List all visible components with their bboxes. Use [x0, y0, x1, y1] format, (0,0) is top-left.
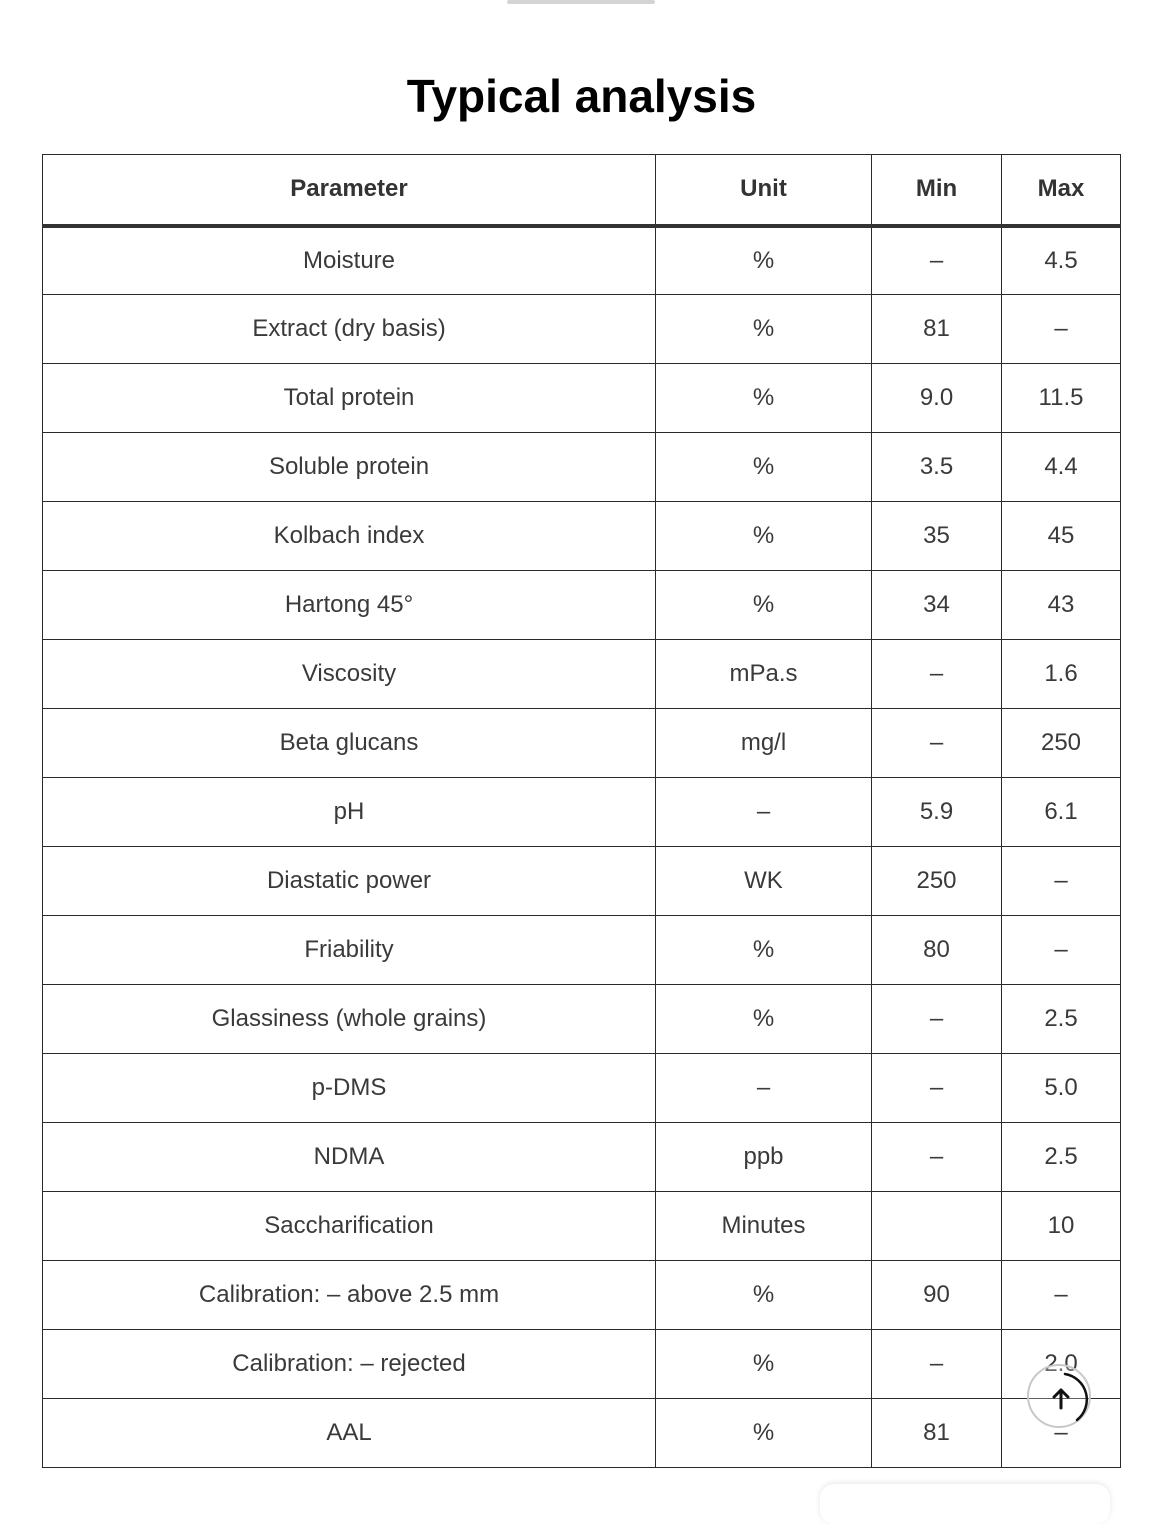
- table-row: [43, 364, 1121, 433]
- table-row: [43, 640, 1121, 709]
- cell-parameter: Kolbach index: [43, 502, 656, 571]
- table-row: [43, 1330, 1121, 1399]
- cell-max: 250: [1002, 709, 1121, 778]
- cell-parameter: p-DMS: [43, 1054, 656, 1123]
- cell-parameter: Soluble protein: [43, 433, 656, 502]
- table-row: [43, 1123, 1121, 1192]
- top-scroll-indicator: [507, 0, 655, 4]
- page-title: Typical analysis: [406, 70, 757, 122]
- cell-max: 45: [1002, 502, 1121, 571]
- cell-unit: ppb: [656, 1123, 872, 1192]
- cell-min: 81: [872, 1399, 1002, 1468]
- cell-max: 2.5: [1002, 1123, 1121, 1192]
- bottom-floating-card: [820, 1484, 1110, 1524]
- table-row: [43, 847, 1121, 916]
- cell-max: 2.0: [1002, 1330, 1121, 1399]
- cell-max: 4.5: [1002, 226, 1121, 295]
- cell-min: [872, 1192, 1002, 1261]
- cell-unit: %: [656, 364, 872, 433]
- cell-unit: WK: [656, 847, 872, 916]
- header-max: Max: [1002, 155, 1121, 226]
- cell-min: 81: [872, 295, 1002, 364]
- table-row: [43, 502, 1121, 571]
- table-row: [43, 1261, 1121, 1330]
- cell-min: –: [872, 640, 1002, 709]
- table-row: [43, 571, 1121, 640]
- cell-unit: %: [656, 295, 872, 364]
- cell-min: –: [872, 1330, 1002, 1399]
- cell-min: 3.5: [872, 433, 1002, 502]
- scroll-to-top-button[interactable]: [1027, 1364, 1091, 1428]
- cell-min: 5.9: [872, 778, 1002, 847]
- cell-min: 34: [872, 571, 1002, 640]
- cell-min: –: [872, 226, 1002, 295]
- cell-max: 1.6: [1002, 640, 1121, 709]
- cell-max: –: [1002, 1399, 1121, 1468]
- analysis-table: [42, 154, 1121, 1468]
- table-row: [43, 778, 1121, 847]
- cell-unit: %: [656, 1399, 872, 1468]
- table-row: [43, 1192, 1121, 1261]
- cell-parameter: AAL: [43, 1399, 656, 1468]
- cell-unit: mg/l: [656, 709, 872, 778]
- cell-unit: Minutes: [656, 1192, 872, 1261]
- cell-max: 2.5: [1002, 985, 1121, 1054]
- cell-unit: –: [656, 1054, 872, 1123]
- cell-parameter: Hartong 45°: [43, 571, 656, 640]
- table-row: [43, 295, 1121, 364]
- cell-unit: %: [656, 433, 872, 502]
- table-row: [43, 985, 1121, 1054]
- cell-max: 11.5: [1002, 364, 1121, 433]
- cell-parameter: Calibration: – rejected: [43, 1330, 656, 1399]
- cell-parameter: Friability: [43, 916, 656, 985]
- cell-min: 9.0: [872, 364, 1002, 433]
- cell-unit: %: [656, 502, 872, 571]
- cell-parameter: pH: [43, 778, 656, 847]
- table-row: [43, 916, 1121, 985]
- cell-min: 35: [872, 502, 1002, 571]
- table-row: [43, 226, 1121, 295]
- cell-max: 5.0: [1002, 1054, 1121, 1123]
- cell-min: 90: [872, 1261, 1002, 1330]
- cell-unit: %: [656, 571, 872, 640]
- cell-parameter: Glassiness (whole grains): [43, 985, 656, 1054]
- cell-min: 250: [872, 847, 1002, 916]
- cell-parameter: Diastatic power: [43, 847, 656, 916]
- cell-min: –: [872, 985, 1002, 1054]
- cell-unit: %: [656, 916, 872, 985]
- cell-max: 43: [1002, 571, 1121, 640]
- cell-parameter: Extract (dry basis): [43, 295, 656, 364]
- header-parameter: Parameter: [43, 155, 656, 226]
- header-min: Min: [872, 155, 1002, 226]
- header-unit: Unit: [656, 155, 872, 226]
- table-row: [43, 1399, 1121, 1468]
- cell-max: –: [1002, 1261, 1121, 1330]
- arrow-up-icon: [1029, 1366, 1093, 1430]
- cell-min: –: [872, 709, 1002, 778]
- cell-max: –: [1002, 847, 1121, 916]
- cell-parameter: Total protein: [43, 364, 656, 433]
- cell-unit: %: [656, 1330, 872, 1399]
- cell-min: –: [872, 1123, 1002, 1192]
- cell-max: 6.1: [1002, 778, 1121, 847]
- cell-unit: %: [656, 985, 872, 1054]
- table-row: [43, 1054, 1121, 1123]
- cell-max: –: [1002, 295, 1121, 364]
- cell-parameter: Beta glucans: [43, 709, 656, 778]
- cell-parameter: NDMA: [43, 1123, 656, 1192]
- table-row: [43, 709, 1121, 778]
- cell-parameter: Saccharification: [43, 1192, 656, 1261]
- cell-max: –: [1002, 916, 1121, 985]
- cell-min: 80: [872, 916, 1002, 985]
- cell-parameter: Calibration: – above 2.5 mm: [43, 1261, 656, 1330]
- table-header-row: [43, 155, 1121, 226]
- cell-unit: %: [656, 1261, 872, 1330]
- cell-unit: –: [656, 778, 872, 847]
- cell-parameter: Moisture: [43, 226, 656, 295]
- cell-unit: %: [656, 226, 872, 295]
- cell-min: –: [872, 1054, 1002, 1123]
- cell-unit: mPa.s: [656, 640, 872, 709]
- cell-max: 10: [1002, 1192, 1121, 1261]
- cell-parameter: Viscosity: [43, 640, 656, 709]
- table-row: [43, 433, 1121, 502]
- cell-max: 4.4: [1002, 433, 1121, 502]
